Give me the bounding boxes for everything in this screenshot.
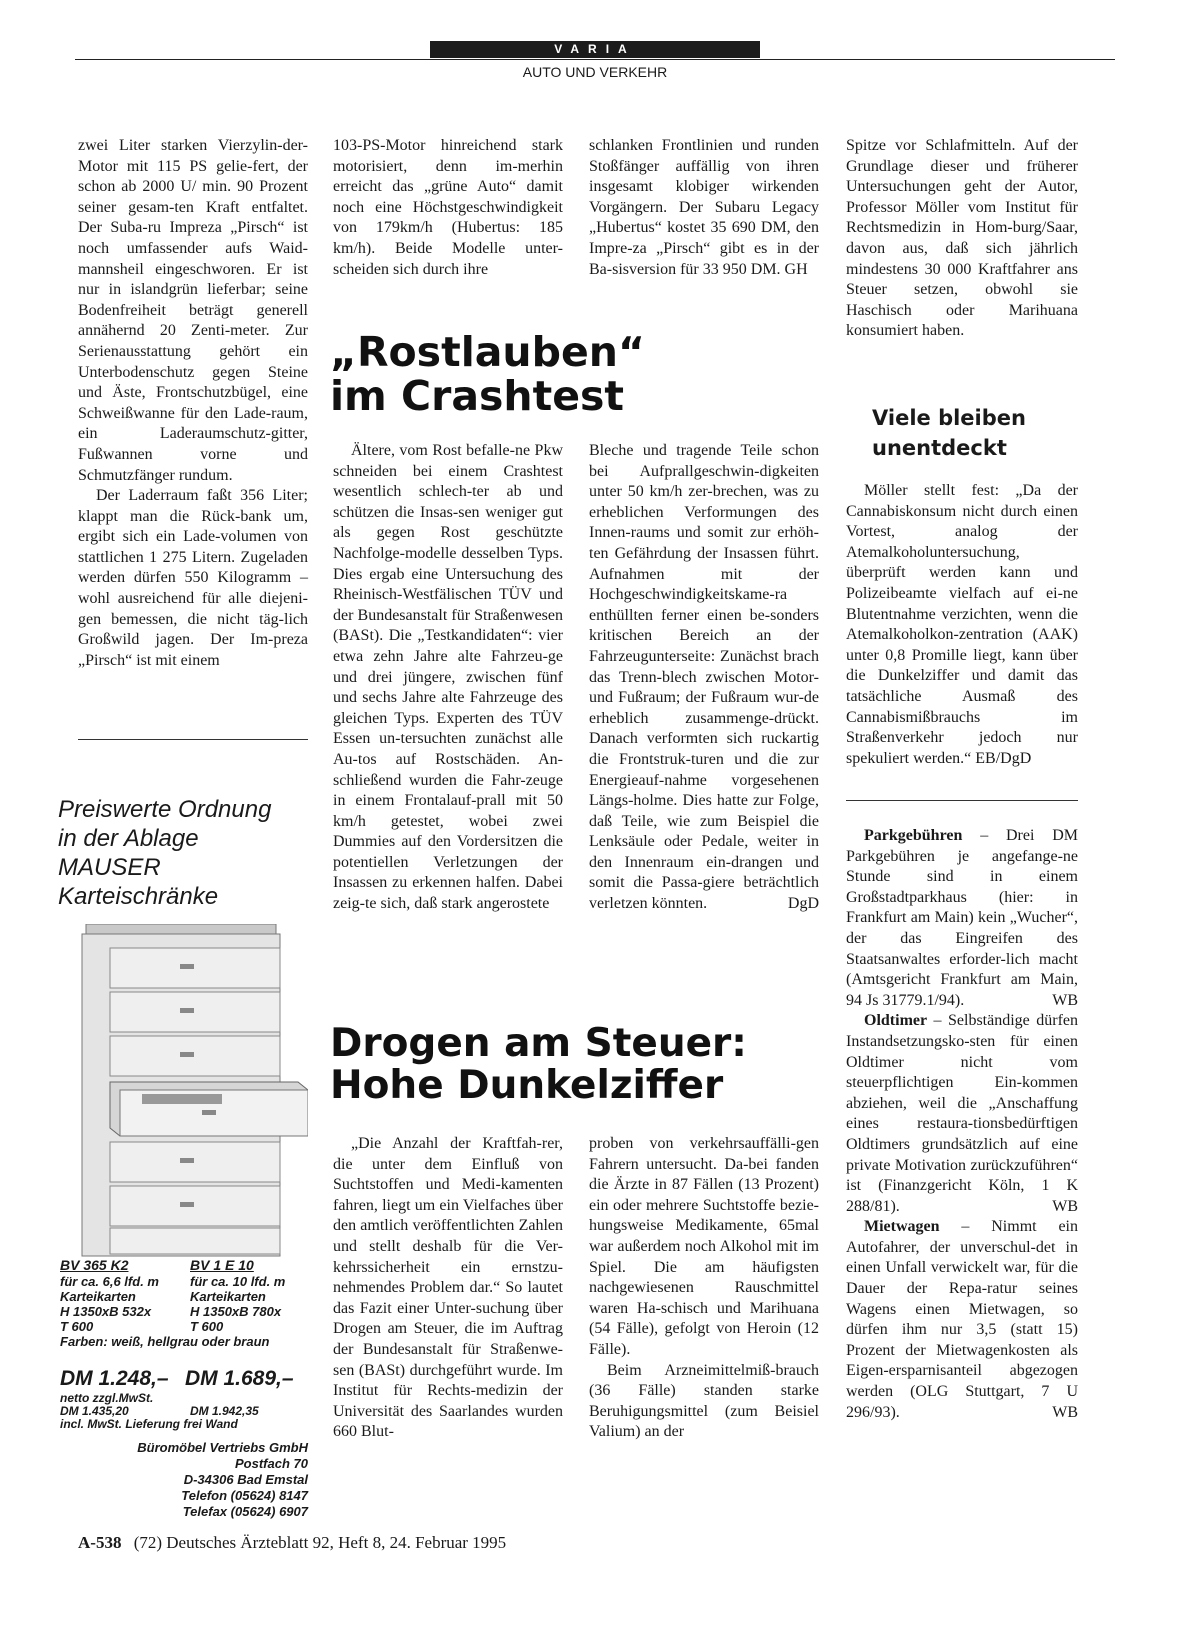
article-body [589,1134,819,1443]
headline-line: „Rostlauben“ [330,328,645,376]
brief-item [846,1217,1078,1423]
article-body [589,441,819,915]
ad-title [58,795,308,911]
ad-spec: H 1350xB 780x [190,1304,282,1319]
column-rule [846,800,1078,801]
brief-title: Mietwagen [864,1218,940,1236]
ad-title-line: MAUSER [58,854,161,881]
ad-address-line: Postfach 70 [235,1456,308,1471]
page-footer [78,1533,506,1553]
ad-spec: für ca. 6,6 lfd. m [60,1274,159,1289]
ad-title-line: Karteischränke [58,883,219,910]
brief-text: – Nimmt ein Autofahrer, der unverschul-det in einen Unfall verwickelt war, für die Dauer der Repa-ratur seines Wagens einen Mietwagen, so dürfen ihm nur 3,5 (statt 15) Prozent der Mietwagenkosten als Eigen-ersparnisanteil abgezogen werden (OLG Stuttgart, 7 U 296/93). [846,1218,1078,1421]
ad-title-line: in der Ablage [58,825,199,852]
headline-line: im Crashtest [330,372,625,421]
author-sign: WB [1052,1403,1078,1421]
author-sign: DgD [787,895,819,913]
paragraph: Bleche und tragende Teile schon bei Aufprallgeschwin-digkeiten unter 50 km/h zer-brechen, was zu erheblichen Verformungen des Innen-raums und somit zur erhöh-ten Gefährdung der Insassen führt. Aufnahmen mit der Hochgeschwindigkeitskame-ra enthüllten ferner einen be-sonders kritischen Bereich an der Fahrzeugunterseite: Zunächst brach das Trenn-blech zwischen Motor- und Fußraum; der Fußraum wur-de erheblich zusammenge-drückt. Danach verformten sich ruckartig die Frontstruk-turen und die zur Energieauf-nahme vorgesehenen Längs-holme. Dies hatte zur Folge, daß Teile, wie zum Beispiel die Lenksäule oder Pedale, weiter in den Innenraum ein-drangen und somit die Passa-giere beträchtlich verletzen könnten. [589,442,819,913]
ad-incl: incl. MwSt. Lieferung frei Wand [60,1417,238,1431]
column-rule [78,739,308,740]
ad-spec: T 600 [60,1319,94,1334]
ad-prices [60,1367,310,1391]
ad-price-details [60,1392,310,1431]
brief-text: – Drei DM Parkgebühren je angefange-ne Stunde sind in einem Großstadtparkhaus (hier: in Frankfurt am Main) kein „Wucher“, der das Eingreifen des Staatsanwaltes erforder-lich macht (Amtsgericht Frankfurt am Main, 94 Js 31779.1/94). [846,827,1078,1009]
column-2-top: 103-PS-Motor hinreichend stark motorisiert, denn im-merhin erreicht das „grüne Auto“ damit noch eine Höchstgeschwindigkeit von 179km/h (Hubertus: 185 km/h). Beide Modelle unter-scheiden sich durch ihre [333,137,563,278]
ad-model: BV 365 K2 [60,1257,129,1273]
subsection-label: AUTO UND VERKEHR [522,64,668,80]
ad-spec: H 1350xB 532x [60,1304,152,1319]
ad-address-line: Telefax (05624) 6907 [182,1504,308,1519]
article-headline [330,330,830,419]
ad-spec: für ca. 10 lfd. m [190,1274,286,1289]
subheading-line: unentdeckt [872,436,1007,460]
column-4-text: Möller stellt fest: „Da der Cannabiskonsum nicht durch einen Vortest, analog der Atemalkoholuntersuchung, überprüft werden kann und Polizeibeamte vielfach auf ei-ne Blutentnahme verzichten, wenn die Atemalkoholkon-zentration (AAK) unter 0,8 Promille liegt, kann über die Dunkelziffer und damit das tatsächliche Ausmaß des Cannabismißbrauchs im Straßenverkehr jedoch nur spekuliert werden.“ EB/DgD [846,482,1078,767]
column-1-text [78,136,308,671]
ad-spec: Karteikarten [60,1289,136,1304]
article-headline [330,1023,830,1107]
ad-price-incl: DM 1.942,35 [190,1404,259,1418]
paragraph: proben von verkehrsauffälli-gen Fahrern untersucht. Da-bei fanden die Ärzte in 87 Fällen (13 Prozent) ein oder mehrere Suchtstoffe bezie-hungsweise Medikamente, 65mal war außerdem noch Alkohol mit im Spiel. Die am häufigsten nachgewiesenen Rauschmittel waren Ha-schisch und Marihuana (54 Fälle), gefolgt von Heroin (12 Fälle). [589,1135,819,1358]
header-rule [75,59,1115,60]
author-sign: WB [1052,1197,1078,1215]
filing-cabinet-image [62,924,308,1257]
column-3-top: schlanken Frontlinien und runden Stoßfänger auffällig von ihren insgesamt klobiger wirkenden Vorgängern. Der Subaru Legacy „Hubertus“ kostet 35 690 DM, den Impre-za „Pirsch“ gibt es in der Ba-sisversion für 33 950 DM. GH [589,137,819,278]
ad-address [60,1440,308,1520]
column-4-top: Spitze vor Schlafmitteln. Auf der Grundlage dieser und früherer Untersuchungen geht der Autor, Professor Möller vom Institut für Rechtsmedizin in Hom-burg/Saar, davon aus, daß sich jährlich mindestens 30 000 Kraftfahrer ans Steuer setzen, obwohl sie Haschisch oder Marihuana konsumiert haben. [846,137,1078,340]
ad-title-line: Preiswerte Ordnung [58,796,272,823]
subheading [872,403,1082,463]
ad-specs [60,1257,310,1349]
news-briefs [846,826,1078,1423]
paragraph: Der Laderraum faßt 356 Liter; klappt man die Rück-bank um, ergibt sich ein Lade-volumen von stattlichen 1 275 Litern. Zugeladen werden dürfen 550 Kilogramm – wohl ausreichend für alle diejeni-gen bemessen, die nicht täg-lich Großwild jagen. Der Im-preza „Pirsch“ ist mit einem [78,487,308,669]
author-sign: WB [1052,991,1078,1009]
ad-address-line: Büromöbel Vertriebs GmbH [137,1440,308,1455]
ad-price-incl: DM 1.435,20 [60,1404,129,1418]
article-body: Ältere, vom Rost befalle-ne Pkw schneiden bei einem Crashtest wesentlich schlech-ter ab und schützen die Insas-sen weniger gut als gegen Rost geschützte Nachfolge-modelle desselben Typs. Dies ergab eine Untersuchung des Rheinisch-Westfälischen TÜV und der Bundesanstalt für Straßenwesen (BASt). Die „Testkandidaten“: vier etwa zehn Jahre alte Fahrzeu-ge und drei jüngere, zwischen fünf und sechs Jahre alte Fahrzeuge des gleichen Typs. Experten des TÜV Essen un-tersuchten zunächst alle Au-tos auf Rostschäden. An-schließend wurden die Fahr-zeuge in einem Frontalauf-prall mit 50 km/h getestet, wobei zwei Dummies auf den Vordersitzen die potentiellen Verletzungen der Insassen zu erkennen halfen. Dabei zeig-te sich, daß stark angerostete [333,442,563,913]
brief-item [846,1011,1078,1217]
ad-price: DM 1.248,– [60,1367,169,1390]
ad-address-line: Telefon (05624) 8147 [181,1488,308,1503]
ad-spec: T 600 [190,1319,224,1334]
article-body: „Die Anzahl der Kraftfah-rer, die unter dem Einfluß von Suchtstoffen und Medi-kamenten fahren, liegt um ein Vielfaches über den amtlich veröffentlichten Zahlen und stellt deshalb für die Ver-kehrssicherheit ein ernstzu-nehmendes Problem dar.“ So lautet das Fazit einer Unter-suchung über Drogen am Steuer, die im Auftrag der Bundesanstalt für Straßenwe-sen (BASt) durchgeführt wurde. Im Institut für Rechts-medizin der Universität des Saarlandes wurden 660 Blut- [333,1135,563,1441]
headline-line: Drogen am Steuer: [330,1021,747,1066]
subheading-line: Viele bleiben [872,406,1026,430]
brief-item [846,826,1078,1011]
brief-title: Parkgebühren [864,827,963,844]
brief-title: Oldtimer [864,1012,928,1030]
paragraph: Beim Arzneimittelmiß-brauch (36 Fälle) standen starke Beruhigungsmittel (zum Beisiel Valium) an der [589,1361,819,1441]
paragraph: zwei Liter starken Vierzylin-der-Motor mit 115 PS gelie-fert, der schon ab 2000 U/ min. 90 Prozent seiner gesam-ten Kraft entfaltet. Der Suba-ru Impreza „Pirsch“ ist noch umfassender aufs Waid-mannsheil eingeschworen. Er ist nur in islandgrün lieferbar; seine Bodenfreiheit beträgt generell annähernd 20 Zenti-meter. Zur Serienausstattung gehört ein Unterbodenschutz gegen Steine und Äste, Frontschutzbügel, eine Schweißwanne für den Lade-raum, ein Laderaumschutz-gitter, Fußwannen vorne und Schmutzfänger rundum. [78,137,308,484]
ad-model: BV 1 E 10 [190,1257,254,1273]
ad-address-line: D-34306 Bad Emstal [183,1472,308,1487]
page-number: A-538 [78,1533,122,1552]
brief-text: – Selbständige dürfen Instandsetzungsko-sten für einen Oldtimer nicht vom steuerpflichtigen Ein-kommen abziehen, weil die „Anschaffung eines restaura-tionsbedürftigen Oldtimers grundsätzlich auf eine private Motivation zurückzuführen“ ist (Finanzgericht Köln, 1 K 288/81). [846,1012,1078,1215]
ad-spec: Karteikarten [190,1289,266,1304]
section-label: VARIA [430,41,760,58]
citation: (72) Deutsches Ärzteblatt 92, Heft 8, 24. Februar 1995 [133,1533,507,1552]
ad-price: DM 1.689,– [185,1367,294,1390]
headline-line: Hohe Dunkelziffer [330,1063,724,1109]
ad-colors: Farben: weiß, hellgrau oder braun [60,1334,270,1349]
ad-netto: netto zzgl.MwSt. [60,1391,154,1405]
